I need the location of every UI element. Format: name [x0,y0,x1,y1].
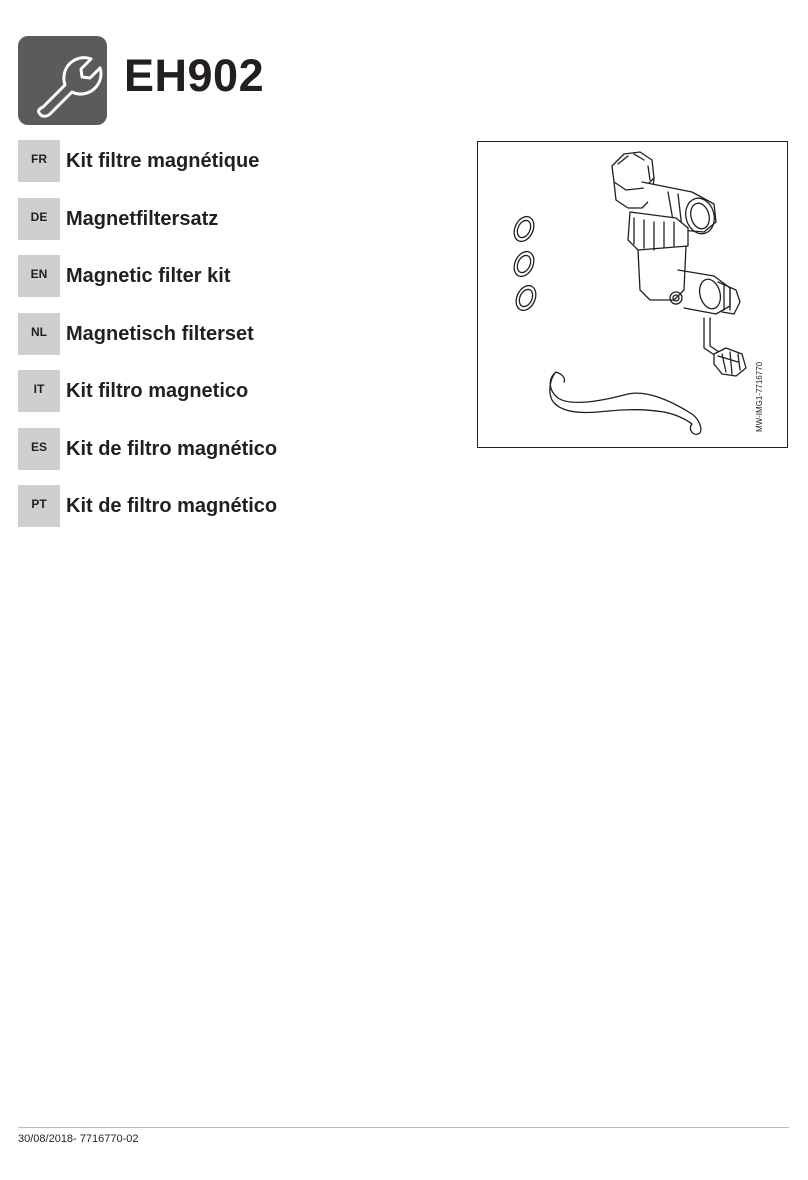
language-title: Kit filtre magnétique [66,150,260,172]
footer-date-reference: 30/08/2018- 7716770-02 [18,1133,139,1145]
footer-divider [18,1127,789,1128]
product-figure [477,141,788,448]
language-title: Kit filtro magnetico [66,380,249,402]
washer-icon [510,248,537,279]
language-title-list [18,140,458,543]
language-title: Magnetic filter kit [66,265,231,287]
language-row-de [18,198,458,240]
language-code: PT [18,485,60,527]
language-row-es [18,428,458,470]
washer-icon [510,213,537,244]
language-code: FR [18,140,60,182]
wrench-icon [18,36,107,125]
language-row-en [18,255,458,297]
language-code: DE [18,198,60,240]
logo-box [18,36,107,125]
language-row-pt [18,485,458,527]
washer-icon [512,282,539,313]
language-title: Magnetfiltersatz [66,207,219,230]
language-code: IT [18,370,60,412]
language-title: Kit de filtro magnético [66,437,278,460]
language-title: Magnetisch filterset [66,322,254,345]
model-title: EH902 [124,50,265,101]
language-row-it [18,370,458,412]
language-title: Kit de filtro magnético [66,495,278,517]
magnetic-filter-kit-illustration [478,142,786,446]
language-code: EN [18,255,60,297]
language-row-fr [18,140,458,182]
language-code: ES [18,428,60,470]
language-row-nl [18,313,458,355]
language-code: NL [18,313,60,355]
figure-reference: MW-IMG1-7716770 [755,361,764,432]
